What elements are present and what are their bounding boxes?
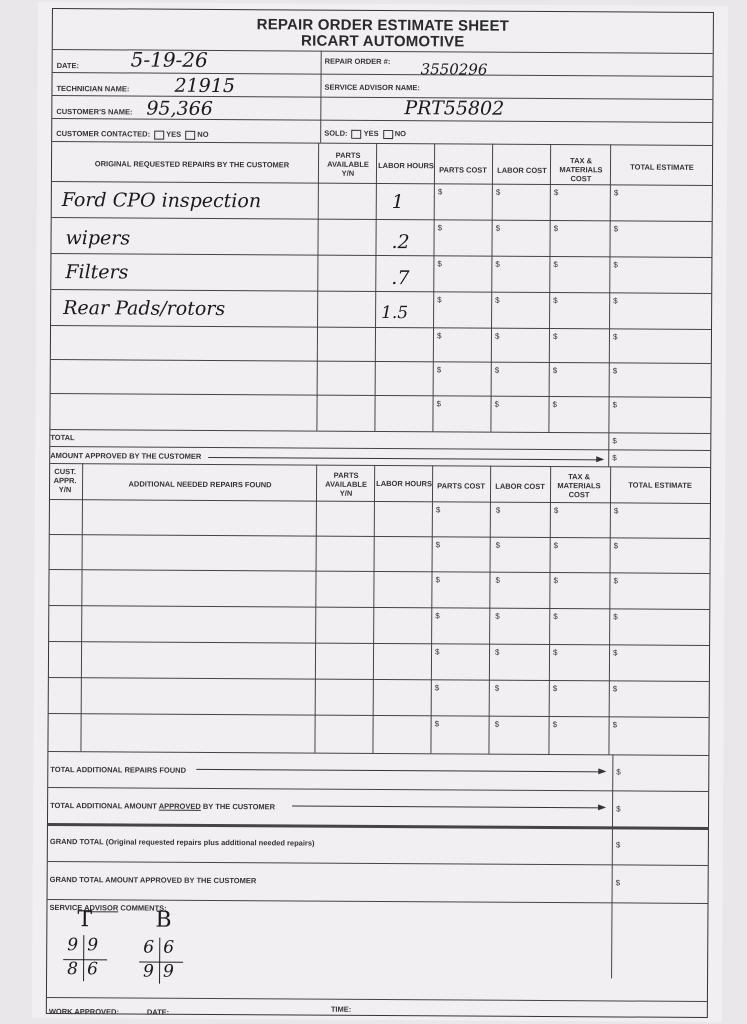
original-cost-cell-0-3[interactable]: $ — [613, 188, 619, 198]
original-cost-cell-0-1[interactable]: $ — [495, 187, 501, 197]
labor-hours-3[interactable]: .7 — [391, 267, 410, 290]
additional-cost-cell-0-1[interactable]: $ — [495, 505, 501, 515]
original-cost-cell-0-0[interactable]: $ — [437, 187, 443, 197]
service-advisor-comments-label: SERVICE ADVISOR COMMENTS: — [49, 902, 167, 913]
comment-col1-bottom-left: 8 — [67, 959, 78, 980]
work-approved-label: WORK APPROVED: — [48, 1006, 120, 1017]
col-tax: TAX & MATERIALS COST — [559, 156, 603, 184]
date-value[interactable]: 5-19-26 — [130, 47, 208, 72]
original-cost-cell-2-2[interactable]: $ — [553, 260, 558, 270]
additional-cost-cell-4-3[interactable]: $ — [613, 648, 618, 658]
comment-col1-top-right: 9 — [87, 935, 99, 956]
labor-hours-2[interactable]: .2 — [391, 231, 410, 254]
original-cost-cell-6-0[interactable]: $ — [436, 399, 442, 409]
footer-date-label: DATE: — [146, 1007, 170, 1017]
original-cost-cell-5-1[interactable]: $ — [494, 365, 500, 375]
technician-label: TECHNICIAN NAME: — [56, 84, 130, 94]
additional-cost-cell-1-1[interactable]: $ — [495, 540, 501, 550]
col-add-tax: TAX & MATERIALS COST — [557, 472, 601, 500]
comment-col2-top-right: 6 — [163, 937, 175, 958]
col-labor-cost: LABOR COST — [497, 165, 547, 176]
comment-col1-top-left: 9 — [67, 935, 79, 956]
labor-hours-1[interactable]: 1 — [391, 191, 404, 214]
repair-order-label: REPAIR ORDER #: — [324, 56, 391, 67]
col-add-labor-cost: LABOR COST — [495, 481, 545, 491]
comment-col2-bottom-left: 9 — [143, 961, 154, 982]
original-cost-cell-1-2[interactable]: $ — [553, 224, 559, 234]
original-cost-cell-2-3[interactable]: $ — [613, 260, 618, 270]
service-advisor-value[interactable]: PRT55802 — [404, 97, 505, 120]
original-cost-cell-1-3[interactable]: $ — [613, 224, 619, 234]
original-repair-1[interactable]: Ford CPO inspection — [61, 189, 262, 213]
original-cost-cell-1-0[interactable]: $ — [437, 223, 443, 233]
approved-dollar: $ — [612, 453, 617, 463]
customer-contacted: CUSTOMER CONTACTED: YES NO — [56, 129, 209, 139]
additional-cost-cell-4-1[interactable]: $ — [495, 647, 500, 657]
found-dollar: $ — [616, 767, 621, 777]
original-cost-cell-3-1[interactable]: $ — [495, 295, 500, 305]
original-cost-cell-6-2[interactable]: $ — [552, 400, 558, 410]
additional-cost-cell-5-3[interactable]: $ — [612, 684, 618, 694]
original-cost-cell-3-0[interactable]: $ — [437, 295, 442, 305]
comment-col1-bottom-right: 6 — [87, 959, 98, 980]
estimate-sheet — [32, 2, 728, 1022]
col-add-labor-hours: LABOR HOURS — [376, 478, 433, 489]
additional-cost-cell-0-2[interactable]: $ — [553, 506, 559, 516]
original-cost-cell-3-2[interactable]: $ — [553, 296, 558, 306]
original-cost-cell-1-1[interactable]: $ — [495, 223, 501, 233]
additional-cost-cell-4-2[interactable]: $ — [553, 648, 558, 658]
grand-total-label: GRAND TOTAL (Original requested repairs plus additional needed repairs) — [49, 836, 315, 848]
customer-label: CUSTOMER'S NAME: — [56, 107, 133, 117]
grand-total-dollar: $ — [615, 840, 621, 850]
labor-hours-4[interactable]: 1.5 — [381, 302, 409, 324]
grand-approved-label: GRAND TOTAL AMOUNT APPROVED BY THE CUSTOMER — [49, 874, 257, 886]
add-approved-dollar: $ — [616, 804, 621, 814]
footer-time-label: TIME: — [330, 1004, 352, 1014]
original-cost-cell-5-3[interactable]: $ — [612, 366, 618, 376]
form-subtitle: RICART AUTOMOTIVE — [301, 32, 465, 51]
original-cost-cell-0-2[interactable]: $ — [553, 188, 559, 198]
total-dollar: $ — [612, 436, 617, 446]
col-parts-available: PARTS AVAILABLE Y/N — [327, 150, 369, 178]
additional-cost-cell-2-3[interactable]: $ — [613, 576, 618, 586]
additional-cost-cell-3-2[interactable]: $ — [553, 612, 558, 622]
additional-cost-cell-3-1[interactable]: $ — [495, 611, 500, 621]
total-additional-found-label: TOTAL ADDITIONAL REPAIRS FOUND — [50, 764, 187, 775]
sold: SOLD: YES NO — [324, 128, 407, 139]
total-label: TOTAL — [50, 432, 75, 443]
original-repair-4[interactable]: Rear Pads/rotors — [63, 297, 226, 321]
customer-value[interactable]: 95,366 — [146, 97, 213, 120]
arrow-icon — [208, 457, 602, 460]
original-repair-2[interactable]: wipers — [65, 227, 131, 250]
col-original-repairs: ORIGINAL REQUESTED REPAIRS BY THE CUSTOMER — [94, 159, 290, 170]
additional-cost-cell-1-3[interactable]: $ — [613, 541, 619, 551]
sold-no-checkbox[interactable] — [383, 130, 393, 139]
additional-cost-cell-5-2[interactable]: $ — [552, 684, 558, 694]
form-title: REPAIR ORDER ESTIMATE SHEET — [256, 16, 510, 35]
arrow-icon — [292, 805, 604, 808]
col-parts-cost: PARTS COST — [439, 165, 487, 175]
additional-cost-cell-1-0[interactable]: $ — [435, 540, 441, 550]
service-advisor-label: SERVICE ADVISOR NAME: — [324, 82, 420, 93]
original-cost-cell-3-3[interactable]: $ — [613, 296, 618, 306]
comment-col2-head: B — [155, 907, 172, 933]
additional-cost-cell-5-0[interactable]: $ — [434, 683, 440, 693]
original-cost-cell-4-3[interactable]: $ — [612, 332, 618, 342]
additional-cost-cell-3-0[interactable]: $ — [435, 611, 440, 621]
arrow-icon — [196, 769, 604, 772]
original-cost-cell-4-0[interactable]: $ — [436, 331, 442, 341]
original-cost-cell-5-0[interactable]: $ — [436, 365, 442, 375]
contacted-no-checkbox[interactable] — [185, 130, 195, 139]
original-cost-cell-2-0[interactable]: $ — [437, 259, 442, 269]
original-cost-cell-2-1[interactable]: $ — [495, 259, 500, 269]
additional-cost-cell-6-1[interactable]: $ — [494, 719, 500, 729]
grand-approved-dollar: $ — [615, 878, 621, 888]
original-repair-3[interactable]: Filters — [65, 261, 129, 284]
col-labor-hours: LABOR HOURS — [378, 160, 434, 171]
original-cost-cell-6-3[interactable]: $ — [612, 400, 618, 410]
additional-cost-cell-0-0[interactable]: $ — [435, 505, 441, 515]
additional-cost-cell-0-3[interactable]: $ — [613, 506, 619, 516]
col-add-total-estimate: TOTAL ESTIMATE — [628, 480, 692, 490]
col-additional-repairs: ADDITIONAL NEEDED REPAIRS FOUND — [128, 479, 272, 490]
col-add-parts-available: PARTS AVAILABLE Y/N — [325, 470, 367, 498]
contacted-yes-checkbox[interactable] — [154, 130, 164, 139]
col-cust-appr: CUST. APPR. Y/N — [53, 467, 77, 495]
original-cost-cell-6-1[interactable]: $ — [494, 399, 500, 409]
comment-col2-bottom-right: 9 — [163, 961, 174, 982]
technician-value[interactable]: 21915 — [174, 74, 236, 98]
additional-cost-cell-5-1[interactable]: $ — [494, 683, 500, 693]
original-cost-cell-4-2[interactable]: $ — [552, 332, 558, 342]
additional-cost-cell-6-2[interactable]: $ — [552, 720, 558, 730]
comment-col2-top-left: 6 — [143, 937, 155, 958]
repair-order-value[interactable]: 3550296 — [420, 60, 488, 79]
original-cost-cell-5-2[interactable]: $ — [552, 366, 558, 376]
additional-cost-cell-4-0[interactable]: $ — [435, 647, 440, 657]
date-label: DATE: — [56, 61, 80, 71]
comment-col1-head: T — [77, 907, 93, 933]
additional-cost-cell-2-1[interactable]: $ — [495, 575, 500, 585]
form-frame — [46, 8, 714, 1018]
sold-yes-checkbox[interactable] — [352, 129, 362, 138]
additional-cost-cell-1-2[interactable]: $ — [553, 541, 559, 551]
amount-approved-label: AMOUNT APPROVED BY THE CUSTOMER — [50, 450, 202, 461]
original-cost-cell-4-1[interactable]: $ — [494, 331, 500, 341]
additional-cost-cell-6-3[interactable]: $ — [612, 720, 618, 730]
additional-cost-cell-2-2[interactable]: $ — [553, 576, 558, 586]
col-total-estimate: TOTAL ESTIMATE — [630, 162, 694, 172]
additional-cost-cell-3-3[interactable]: $ — [613, 612, 618, 622]
additional-cost-cell-6-0[interactable]: $ — [434, 719, 440, 729]
additional-cost-cell-2-0[interactable]: $ — [435, 575, 440, 585]
col-add-parts-cost: PARTS COST — [437, 481, 485, 491]
total-additional-approved-label: TOTAL ADDITIONAL AMOUNT APPROVED BY THE CUSTOMER — [50, 800, 276, 812]
